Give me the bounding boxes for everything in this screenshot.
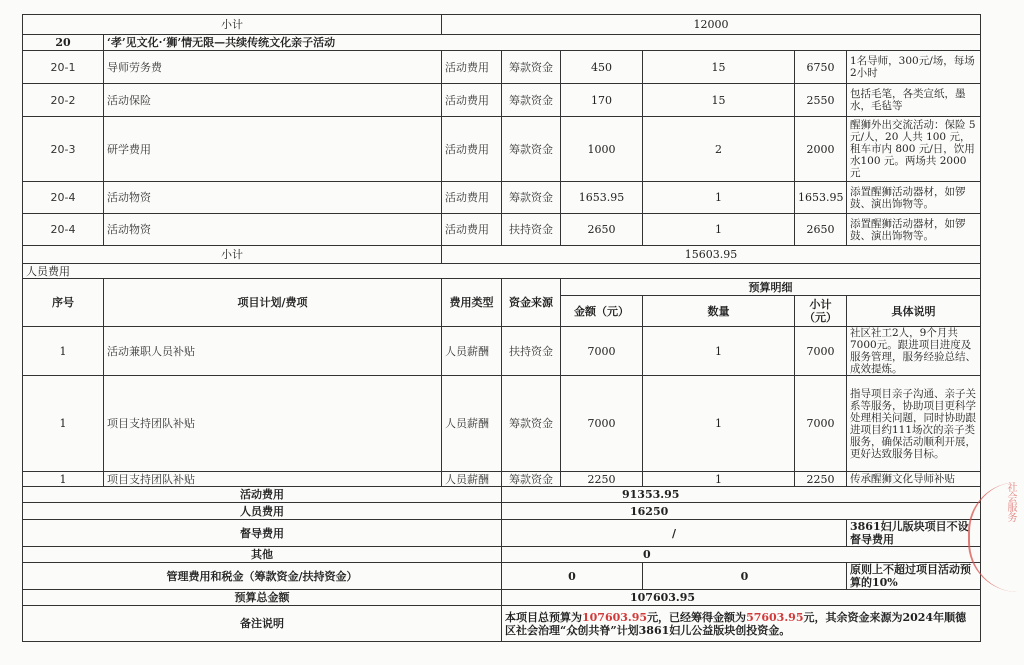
summary-mgmt-row: 管理费用和税金（筹款资金/扶持资金） 0 0 原则上不超过项目活动预算的10%: [23, 563, 981, 590]
table-row: 20-1 导师劳务费 活动费用 筹款资金 450 15 6750 1名导师，300元/场，每场2小时: [23, 51, 981, 84]
table-row: 20-4 活动物资 活动费用 筹款资金 1653.95 1 1653.95 添置醒狮活动器材，如锣鼓、演出饰物等。: [23, 182, 981, 214]
section-20-header: [23, 35, 981, 51]
subtotal-label: 小计: [23, 15, 442, 35]
summary-remark-row: 备注说明 本项目总预算为107603.95元，已经筹得金额为57603.95元，其余资金来源为2024年顺德区社会治理“众创共脊”计划3861妇儿公益版块创投资金。: [23, 606, 981, 642]
summary-other-row: 其他 0: [23, 547, 981, 563]
subtotal-20-row: 小计 15603.95: [23, 246, 981, 264]
summary-supervision-row: 督导费用 / 3861妇儿版块项目不设督导费用: [23, 520, 981, 547]
section-no: 20: [23, 35, 104, 51]
table-subheader-row: 金额（元） 数量 小计（元） 具体说明: [23, 296, 981, 327]
budget-table: [22, 14, 981, 642]
table-row: 20-2 活动保险 活动费用 筹款资金 170 15 2550 包括毛笔，各类宣纸，墨水，毛毡等: [23, 84, 981, 117]
table-row: 1 项目支持团队补贴 人员薪酬 筹款资金 2250 1 2250 传承醒狮文化导师补贴: [23, 472, 981, 487]
table-row: 20-4 活动物资 活动费用 扶持资金 2650 1 2650 添置醒狮活动器材，如锣鼓、演出饰物等。: [23, 214, 981, 246]
top-subtotal-row: [23, 15, 981, 35]
table-row: 1 项目支持团队补贴 人员薪酬 筹款资金 7000 1 7000 指导项目亲子沟通、亲子关系等服务，协助项目更科学处理相关问题，同时协助跟进项目约111场次的亲子类服务，确保活动顺利开展，更好达致服务目标。: [23, 376, 981, 472]
table-row: 20-3 研学费用 活动费用 筹款资金 1000 2 2000 醒狮外出交流活动：保险 5元/人，20 人共 100 元，租车市内 800 元/日，饮用水100 元。两场共 2000 元: [23, 117, 981, 182]
summary-activity-row: 活动费用 91353.95: [23, 487, 981, 503]
red-seal-stamp: 社会服务: [968, 482, 1018, 592]
summary-total-row: 预算总金额 107603.95: [23, 590, 981, 606]
summary-personnel-row: 人员费用 16250: [23, 503, 981, 520]
section-title: ‘孝’见文化·‘狮’情无限—共续传统文化亲子活动: [104, 35, 981, 51]
remark-text: 本项目总预算为107603.95元，已经筹得金额为57603.95元，其余资金来源为2024年顺德区社会治理“众创共脊”计划3861妇儿公益版块创投资金。: [502, 606, 981, 642]
subtotal-value: 12000: [442, 15, 981, 35]
table-row: 1 活动兼职人员补贴 人员薪酬 扶持资金 7000 1 7000 社区社工2人，9个月共7000元。跟进项目进度及服务管理，服务经验总结、成效提炼。: [23, 327, 981, 376]
table-header-row: 序号 项目计划/费项 费用类型 资金来源 预算明细: [23, 279, 981, 296]
personnel-section-title: 人员费用: [23, 264, 981, 279]
